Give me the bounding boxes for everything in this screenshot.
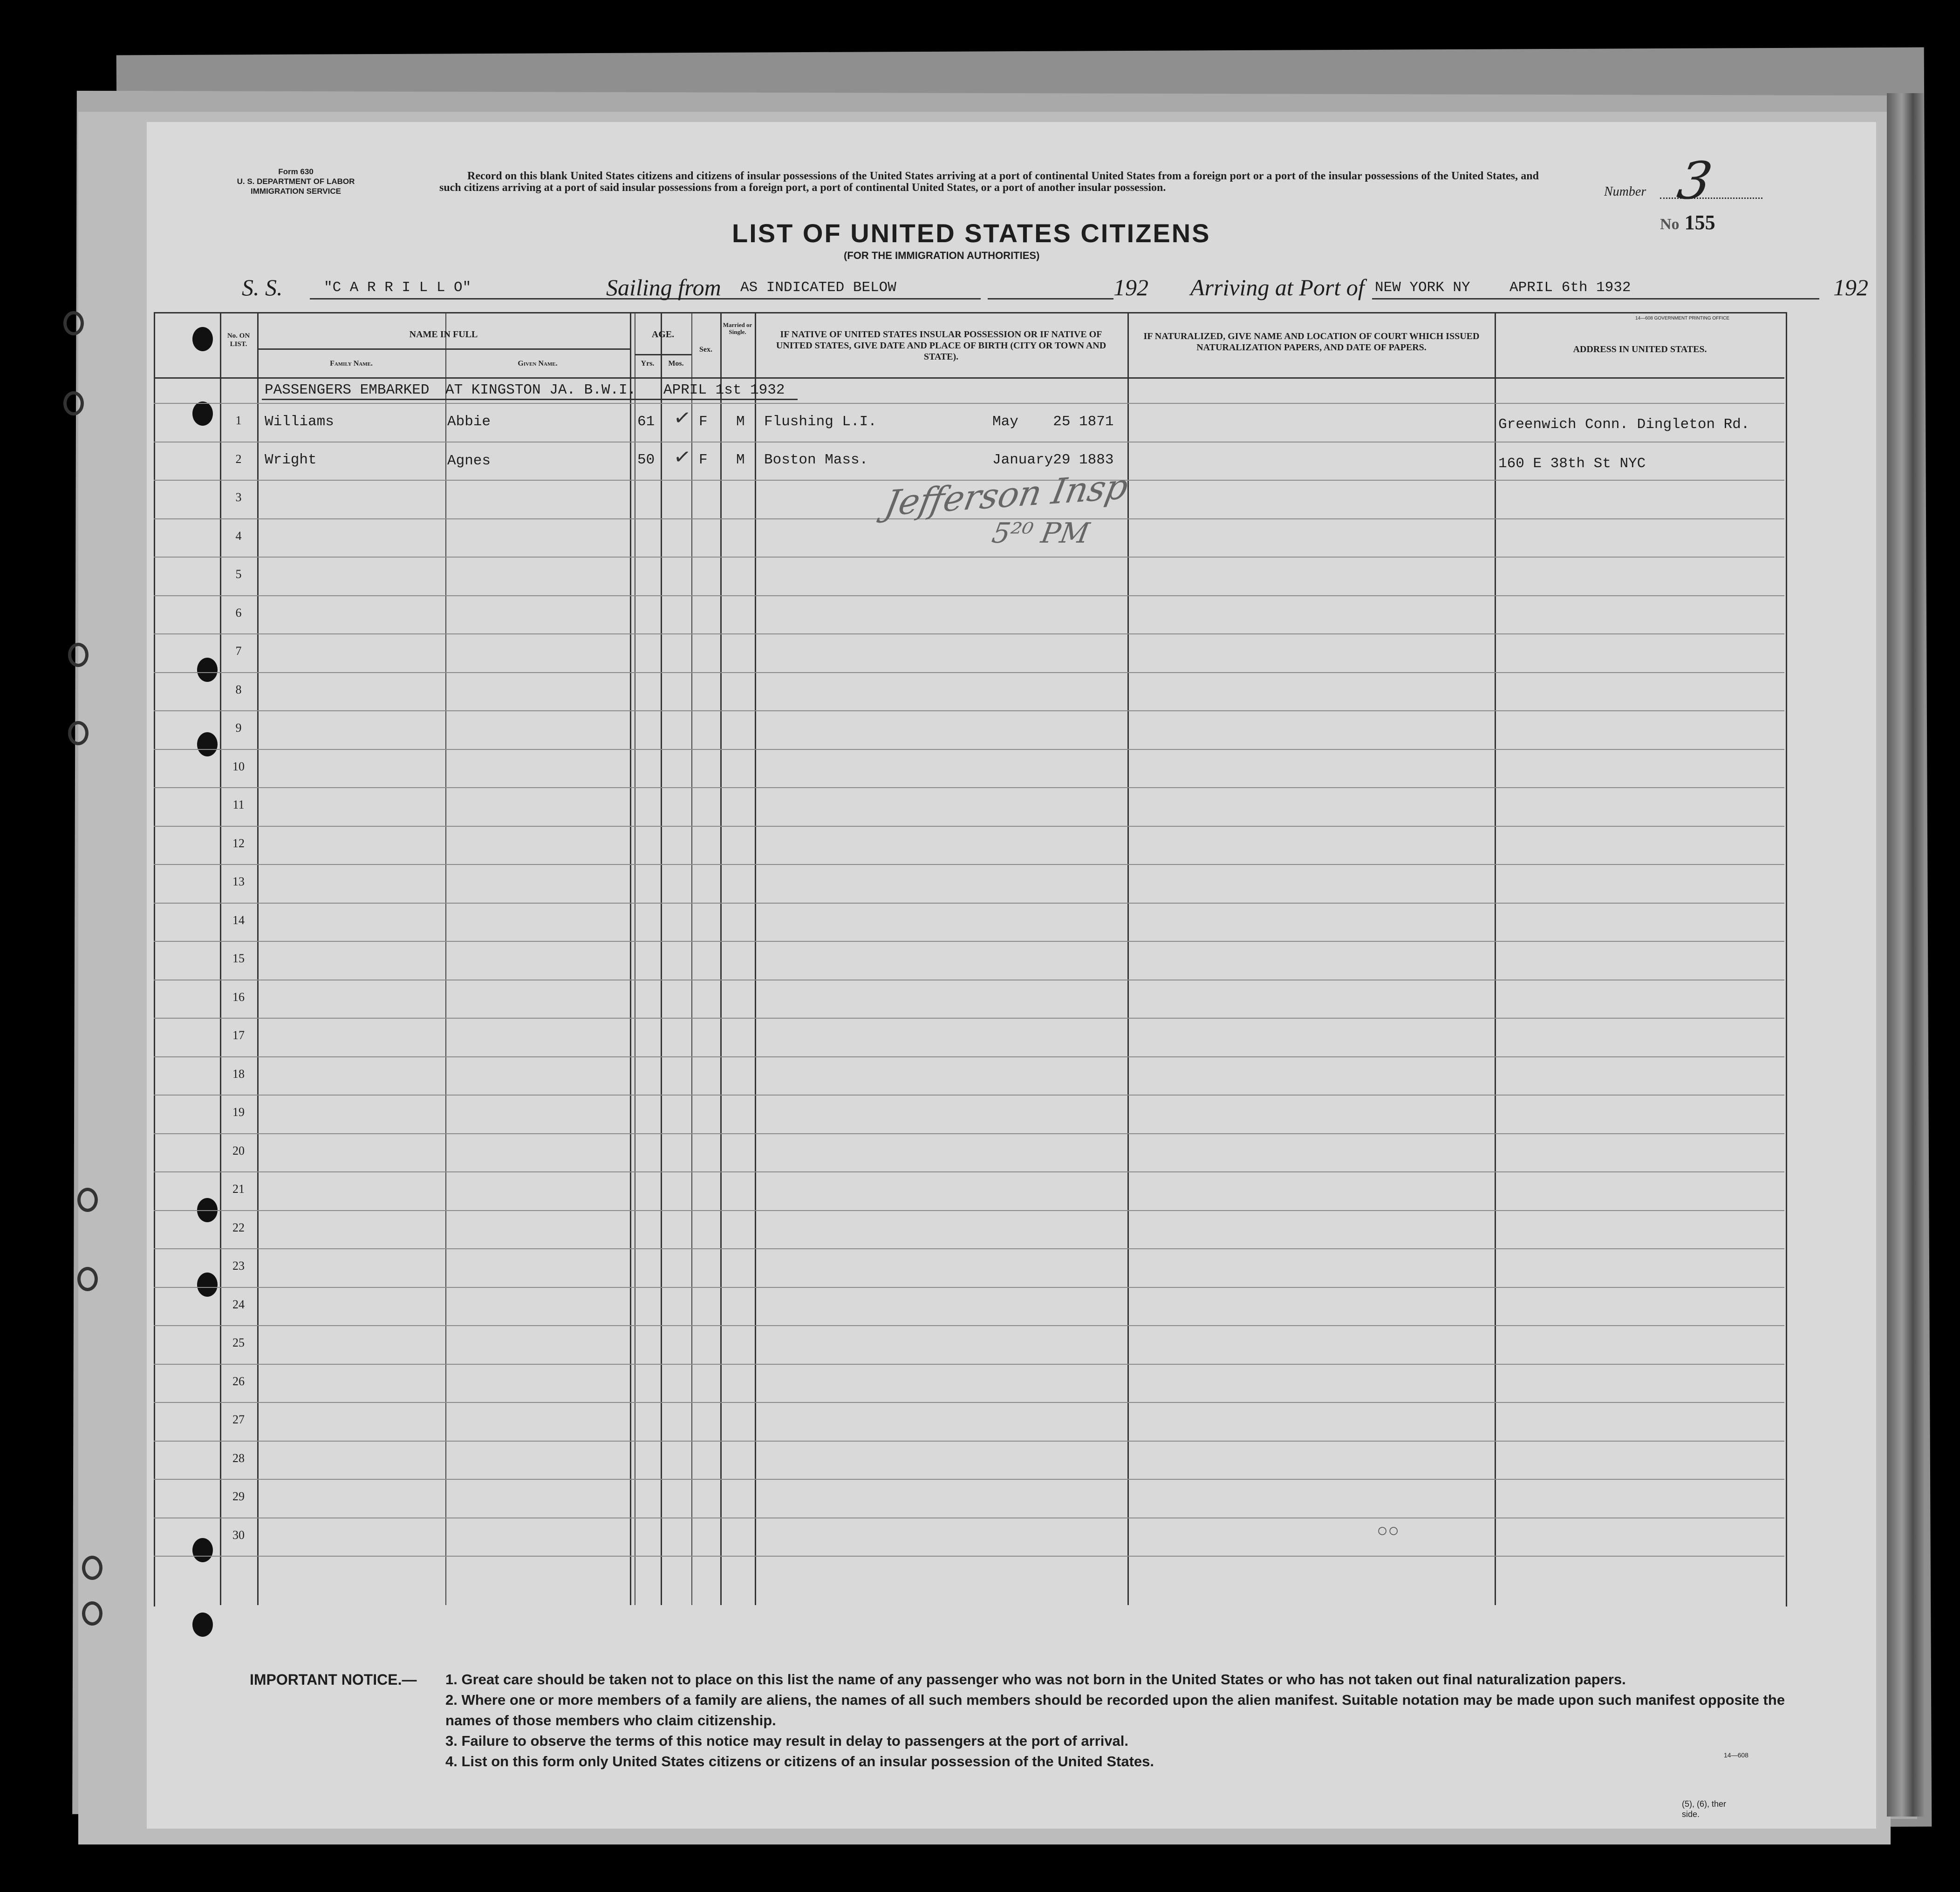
row-number: 21 [232,1182,245,1196]
row2-address: 160 E 38th St NYC [1498,456,1646,472]
row1-address: Greenwich Conn. Dingleton Rd. [1498,416,1750,433]
row-line [154,1210,1784,1211]
date-underline [988,298,1113,299]
check-mark-icon: ✓ [672,444,693,470]
row-number: 15 [232,952,245,965]
row-line [154,787,1784,788]
list-number: 3 [1673,151,1717,211]
row-number: 14 [232,913,245,927]
row-number: 6 [235,606,242,619]
row-line [154,1441,1784,1442]
arrival-port: NEW YORK NY [1375,279,1470,296]
notice-item-3: 3. Failure to observe the terms of this notice may result in delay to passengers at the port of arrival. [445,1733,1129,1749]
header-mos: Mos. [668,360,684,368]
col-divider [720,313,722,1605]
row-number: 17 [232,1028,245,1042]
row-number: 3 [235,490,242,504]
col-divider [691,313,692,1605]
binder-hole [68,721,89,745]
row-line [154,518,1784,519]
row-number: 27 [232,1413,245,1426]
row-line [154,403,1784,404]
row-number: 26 [232,1374,245,1388]
arriving-label: Arriving at Port of [1190,274,1365,300]
col-divider [1127,313,1129,1605]
header-age: AGE. [651,329,675,340]
form-number: Form 630 [278,167,314,176]
row-number: 5 [235,567,242,581]
row-line [154,1133,1784,1134]
row1-sex: F [699,414,708,430]
header-given-name: Given Name. [518,360,558,368]
row-number: 24 [232,1297,245,1311]
row-line [154,633,1784,634]
list-serial-prefix: No [1660,216,1680,233]
row-number: 1 [235,414,242,427]
row-line [154,1248,1784,1249]
arrival-underline [1372,298,1819,299]
row-line [154,1018,1784,1019]
col-divider [445,313,446,1605]
row-number: 13 [232,875,245,888]
inspector-signature: Jefferson Insp [881,466,1132,524]
row-line [154,749,1784,750]
sailing-label: Sailing from [606,274,721,300]
row2-birth-date: January29 1883 [992,452,1114,468]
row-line [154,1325,1784,1326]
col-divider [755,313,756,1605]
row1-family-name: Williams [265,414,334,430]
row2-marital: M [736,452,745,468]
printer-mark: 14—608 GOVERNMENT PRINTING OFFICE [1635,316,1730,321]
page-stack-edge [1887,93,1924,1817]
header-naturalized: IF NATURALIZED, GIVE NAME AND LOCATION OF COURT WHICH ISSUED NATURALIZATION PAPERS, AND DATE OF PAPERS. [1143,331,1480,353]
sailing-from: AS INDICATED BELOW [740,279,896,296]
row-number: 7 [235,644,242,658]
col-divider [661,313,662,1605]
intro-text: Record on this blank United States citizens and citizens of insular possessions of the United States arriving at a port of continental United States from a foreign port or a port of the insular possessions of the United States, and such citizens arriving at a port of said insular possessions from a foreign port, a port of continental United States, or a port of another insular possession. [439,170,1539,194]
row1-age-years: 61 [637,414,655,430]
row-line [154,1479,1784,1480]
row-number: 22 [232,1220,245,1234]
corner-note: (5), (6), ther side. [1682,1799,1727,1819]
row-line [154,864,1784,865]
header-bottom-line [154,377,1784,379]
header-sex: Sex. [699,346,712,354]
row-number: 28 [232,1451,245,1465]
row-line [154,1556,1784,1557]
binder-hole [82,1601,102,1626]
page-title: LIST OF UNITED STATES CITIZENS [732,218,1211,248]
row2-family-name: Wright [265,452,317,468]
row-line [154,672,1784,673]
notice-item-1: 1. Great care should be taken not to place on this list the name of any passenger who was not born in the United States or who has not taken out final naturalization papers. [445,1671,1626,1688]
header-subline [257,348,630,350]
row-line [154,710,1784,711]
header-family-name: Family Name. [330,360,373,368]
row-number: 16 [232,990,245,1004]
row1-birth-date: May 25 1871 [992,414,1114,430]
notice-item-4: 4. List on this form only United States citizens or citizens of an insular possession of the United States. [445,1753,1154,1769]
row1-marital: M [736,414,745,430]
ink-mark-icon: ○○ [1377,1520,1400,1541]
row-number: 8 [235,682,242,696]
embark-underline [262,399,798,400]
col-divider [630,313,631,1605]
row-line [154,1095,1784,1096]
department: U. S. DEPARTMENT OF LABOR [237,177,355,186]
number-label: Number [1604,184,1646,199]
header-birthplace: IF NATIVE OF UNITED STATES INSULAR POSSESSION OR IF NATIVE OF UNITED STATES, GIVE DATE AND PLACE OF BIRTH (CITY OR TOWN AND STATE). [776,329,1106,362]
row2-birthplace: Boston Mass. [764,452,868,468]
binder-hole [77,1267,98,1291]
embark-note-2: AT KINGSTON JA. B.W.I. [445,382,636,398]
page-subtitle: (FOR THE IMMIGRATION AUTHORITIES) [844,250,1040,261]
list-serial [1660,211,1715,234]
sailing-underline [738,298,981,299]
year-prefix-2: 192 [1833,274,1868,300]
header-married-single: Married or Single. [723,321,752,335]
row-line [154,595,1784,596]
header-yrs: Yrs. [641,360,655,368]
list-serial-number: 155 [1684,211,1715,234]
footer-code: 14—608 [1724,1751,1748,1759]
row-number: 29 [232,1490,245,1503]
row-line [154,903,1784,904]
col-divider [257,313,259,1605]
row2-sex: F [699,452,708,468]
row-line [154,1402,1784,1403]
row-number: 25 [232,1336,245,1349]
row-number: 4 [235,529,242,543]
binder-hole [68,643,89,667]
row2-given-name: Agnes [447,453,491,469]
header-address: ADDRESS IN UNITED STATES. [1573,344,1707,354]
row1-birthplace: Flushing L.I. [764,414,877,430]
row-number: 10 [232,759,245,773]
row-number: 23 [232,1259,245,1273]
row-line [154,941,1784,942]
notice-item-2: 2. Where one or more members of a family are aliens, the names of all such members should be recorded upon the alien manifest. Suitable notation may be made upon such manifest opposite the names of those members who claim citizenship. [445,1692,1785,1729]
row-line [154,826,1784,827]
sheet-hole [192,1613,213,1637]
row2-age-years: 50 [637,452,655,468]
binder-hole [63,311,84,335]
check-mark-icon: ✓ [672,405,693,431]
arrival-date: APRIL 6th 1932 [1509,279,1631,296]
row-line [154,557,1784,558]
row-number: 20 [232,1143,245,1157]
ss-label: S. S. [242,274,283,300]
col-divider [1495,313,1496,1605]
header-subline [635,354,691,355]
row-line [154,1171,1784,1172]
binder-hole [82,1556,102,1580]
row-number: 2 [235,452,242,466]
row-number: 19 [232,1105,245,1119]
row-number: 11 [232,798,245,811]
row-line [154,1364,1784,1365]
form-identifier [147,167,445,196]
row-number: 30 [232,1528,245,1542]
row-number: 12 [232,836,245,850]
year-prefix-1: 192 [1113,274,1148,300]
ship-name: "C A R R I L L O" [324,279,471,296]
row-number: 9 [235,721,242,735]
row1-given-name: Abbie [447,414,491,430]
notice-label: IMPORTANT NOTICE.— [250,1671,417,1688]
row-number: 18 [232,1067,245,1081]
binder-hole [63,391,84,415]
row-line [154,1287,1784,1288]
header-no-on-list: No. ON LIST. [227,332,250,348]
embark-note-3: APRIL 1st 1932 [663,382,785,398]
binder-hole [77,1188,98,1212]
inspection-time: 5²⁰ PM [989,517,1092,550]
row-line [154,1056,1784,1057]
embark-note-1: PASSENGERS EMBARKED [265,382,430,398]
header-name-in-full: NAME IN FULL [409,329,478,340]
service: IMMIGRATION SERVICE [251,187,341,196]
